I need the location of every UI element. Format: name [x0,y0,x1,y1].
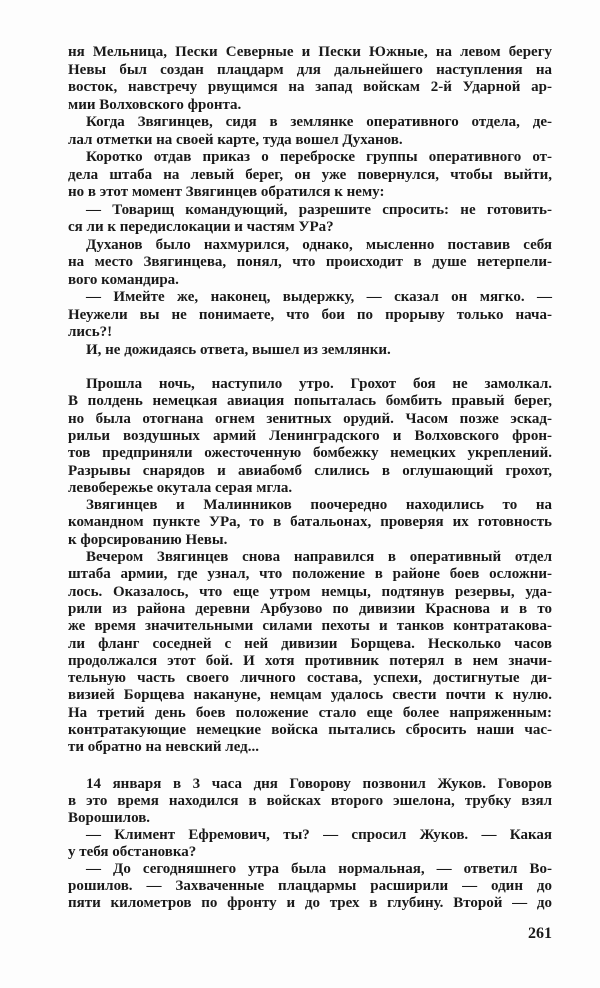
text-line: Ворошилов. [68,810,151,826]
text-line: ся ли к передислокации и частям УРа? [68,219,334,235]
text-line: лось. Оказалось, что еще утром немцы, подтянув резервы, уда- [68,584,552,600]
text-line: 14 января в 3 часа дня Говорову позвонил Жуков. Говоров [86,776,552,792]
text-line: на место Звягинцева, понял, что происходит в душе нетерпели- [68,254,552,270]
text-line: продолжался этот бой. И хотя противник потерял в нем значи- [68,653,552,669]
text-line: В полдень немецкая авиация попыталась бомбить правый берег, [68,393,552,409]
text-line: ня Мельница, Пески Северные и Пески Южные, на левом берегу [68,44,552,60]
text-line: мии Волховского фронта. [68,97,242,113]
text-line: — Товарищ командующий, разрешите спросить: не готовить- [86,202,552,218]
text-line: но в этот момент Звягинцев обратился к нему: [68,184,385,200]
text-line: вого командира. [68,272,179,288]
text-line: к форсированию Невы. [68,532,228,548]
text-line: рильи воздушных армий Ленинградского и Волховского фрон- [68,428,552,444]
text-line: лись?! [68,324,113,340]
text-line: дела штаба на левый берег, он уже повернулся, чтобы выйти, [68,167,552,183]
text-line: На третий день боев положение стало еще более напряженным: [68,705,552,721]
page-number: 261 [528,925,552,942]
text-line: тов предприняли ожесточенную бомбежку немецких укреплений. [68,445,552,461]
text-line: командном пункте УРа, то в батальонах, проверяя их готовность [68,514,552,530]
text-line: Прошла ночь, наступило утро. Грохот боя не замолкал. [86,376,552,392]
text-line: контратакующие немецкие войска пытались сбросить наши час- [68,722,552,738]
text-line: пяти километров по фронту и до трех в глубину. Второй — до [68,895,552,911]
text-line: Разрывы снарядов и авиабомб слились в оглушающий грохот, [68,463,552,479]
text-line: у тебя обстановка? [68,844,197,860]
text-line: Духанов было нахмурился, однако, мысленно поставив себя [86,237,552,253]
text-line: визией Борщева накануне, немцам удалось свести почти к нулю. [68,687,552,703]
text-line: тельную часть своего личного состава, успехи, достигнутые ди- [68,670,552,686]
text-line: И, не дожидаясь ответа, вышел из землянки. [86,342,391,358]
text-line: восток, навстречу рвущимся на запад войскам 2-й Ударной ар- [68,79,552,95]
text-line: рили из района деревни Арбузово по дивизии Краснова и в то [68,601,552,617]
text-line: же время значительными силами пехоты и танков контратакова- [68,618,552,634]
text-line: ли фланг соседней с ней дивизии Борщева. Несколько часов [68,636,552,652]
text-line: лал отметки на своей карте, туда вошел Духанов. [68,132,403,148]
text-line: в это время находился в войсках второго эшелона, трубку взял [68,793,552,809]
text-line: штаба армии, где узнал, что положение в районе боев осложни- [68,566,552,582]
text-line: левобережье окутала серая мгла. [68,480,293,496]
text-line: но была отогнана огнем зенитных орудий. Часом позже эскад- [68,411,552,427]
text-line: Коротко отдав приказ о переброске группы оперативного от- [86,149,552,165]
text-line: Вечером Звягинцев снова направился в оперативный отдел [86,549,552,565]
text-line: — Климент Ефремович, ты? — спросил Жуков. — Какая [86,827,552,843]
text-line: Неужели вы не понимаете, что бои по прорыву только нача- [68,307,552,323]
text-line: Когда Звягинцев, сидя в землянке оперативного отдела, де- [86,114,552,130]
text-line: — До сегодняшнего утра была нормальная, — ответил Во- [86,861,552,877]
text-line: — Имейте же, наконец, выдержку, — сказал он мягко. — [86,289,552,305]
text-line: Звягинцев и Малинников поочередно находились то на [86,497,552,513]
text-line: ти обратно на невский лед... [68,739,260,755]
text-line: рошилов. — Захваченные плацдармы расширили — один до [68,878,552,894]
text-line: Невы был создан плацдарм для дальнейшего наступления на [68,62,552,78]
